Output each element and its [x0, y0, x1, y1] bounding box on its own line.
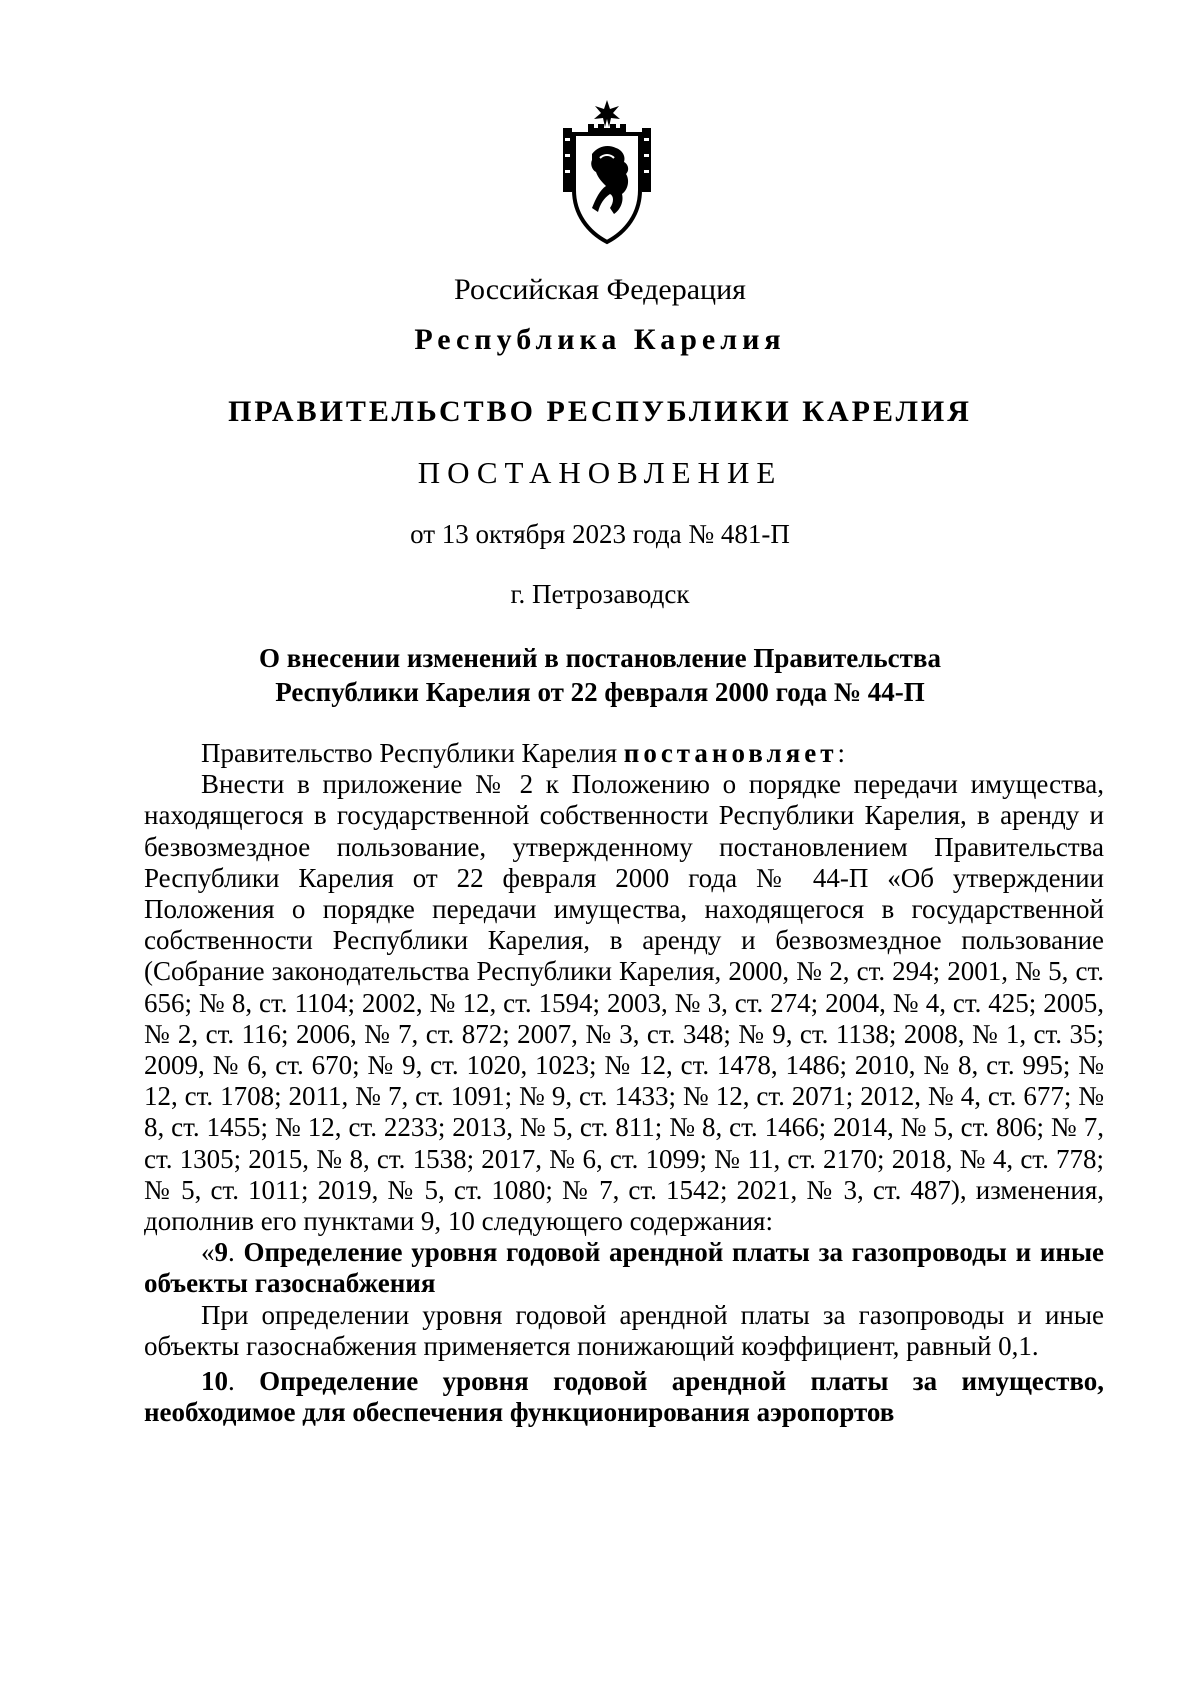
country-name: Российская Федерация [454, 273, 746, 306]
section-9-sep: . [228, 1237, 244, 1268]
section-9-quote: « [201, 1237, 215, 1268]
section-10-sep: . [228, 1366, 260, 1397]
document-type: ПОСТАНОВЛЕНИЕ [417, 455, 783, 490]
section-9-title: Определение уровня годовой арендной платы за газопроводы и иные объекты газоснабжения [144, 1237, 1105, 1299]
document-subject [0, 641, 1200, 709]
subject-line-2: Республики Карелия от 22 февраля 2000 года № 44-П [275, 677, 925, 707]
government-name: ПРАВИТЕЛЬСТВО РЕСПУБЛИКИ КАРЕЛИЯ [228, 395, 972, 428]
section-9-number: 9 [214, 1237, 228, 1268]
section-10-heading [144, 1366, 1104, 1428]
republic-name: Республика Карелия [414, 323, 786, 356]
subject-line-1: О внесении изменений в постановление Правительства [259, 643, 941, 673]
document-city: г. Петрозаводск [510, 579, 690, 609]
section-10-number: 10 [201, 1366, 228, 1397]
main-paragraph: Внести в приложение № 2 к Положению о порядке передачи имущества, находящегося в государственной собственности Республики Карелия, в аренду и безвозмездное пользование, утвержденному постановлением Правительства Республики Карелия от 22 февраля 2000 года № 44-П «Об утверждении Положения о порядке передачи имущества, находящегося в государственной собственности Республики Карелия, в аренду и безвозмездное пользование (Собрание законодательства Республики Карелия, 2000, № 2, ст. 294; 2001, № 5, ст. 656; № 8, ст. 1104; 2002, № 12, ст. 1594; 2003, № 3, ст. 274; 2004, № 4, ст. 425; 2005, № 2, ст. 116; 2006, № 7, ст. 872; 2007, № 3, ст. 348; № 9, ст. 1138; 2008, № 1, ст. 35; 2009, № 6, ст. 670; № 9, ст. 1020, 1023; № 12, ст. 1478, 1486; 2010, № 8, ст. 995; № 12, ст. 1708; 2011, № 7, ст. 1091; № 9, ст. 1433; № 12, ст. 2071; 2012, № 4, ст. 677; № 8, ст. 1455; № 12, ст. 2233; 2013, № 5, ст. 811; № 8, ст. 1466; 2014, № 5, ст. 806; № 7, ст. 1305; 2015, № 8, ст. 1538; 2017, № 6, ст. 1099; № 11, ст. 2170; 2018, № 4, ст. 778; № 5, ст. 1011; 2019, № 5, ст. 1080; № 7, ст. 1542; 2021, № 3, ст. 487), изменения, дополнив его пунктами 9, 10 следующего содержания: [144, 769, 1104, 1237]
preamble-text: Правительство Республики Карелия [201, 738, 624, 768]
section-9-heading [144, 1237, 1104, 1299]
decree-word: постановляет [623, 738, 838, 768]
preamble-paragraph [144, 738, 1104, 769]
coat-of-arms-icon [560, 98, 654, 246]
preamble-end: : [837, 738, 846, 768]
section-10-title: Определение уровня годовой арендной платы за имущество, необходимое для обеспечения функционирования аэропортов [144, 1366, 1105, 1428]
section-9-text: При определении уровня годовой арендной платы за газопроводы и иные объекты газоснабжения применяется понижающий коэффициент, равный 0,1. [144, 1299, 1104, 1361]
document-body [144, 738, 1104, 1428]
document-date-number: от 13 октября 2023 года № 481-П [410, 519, 790, 549]
